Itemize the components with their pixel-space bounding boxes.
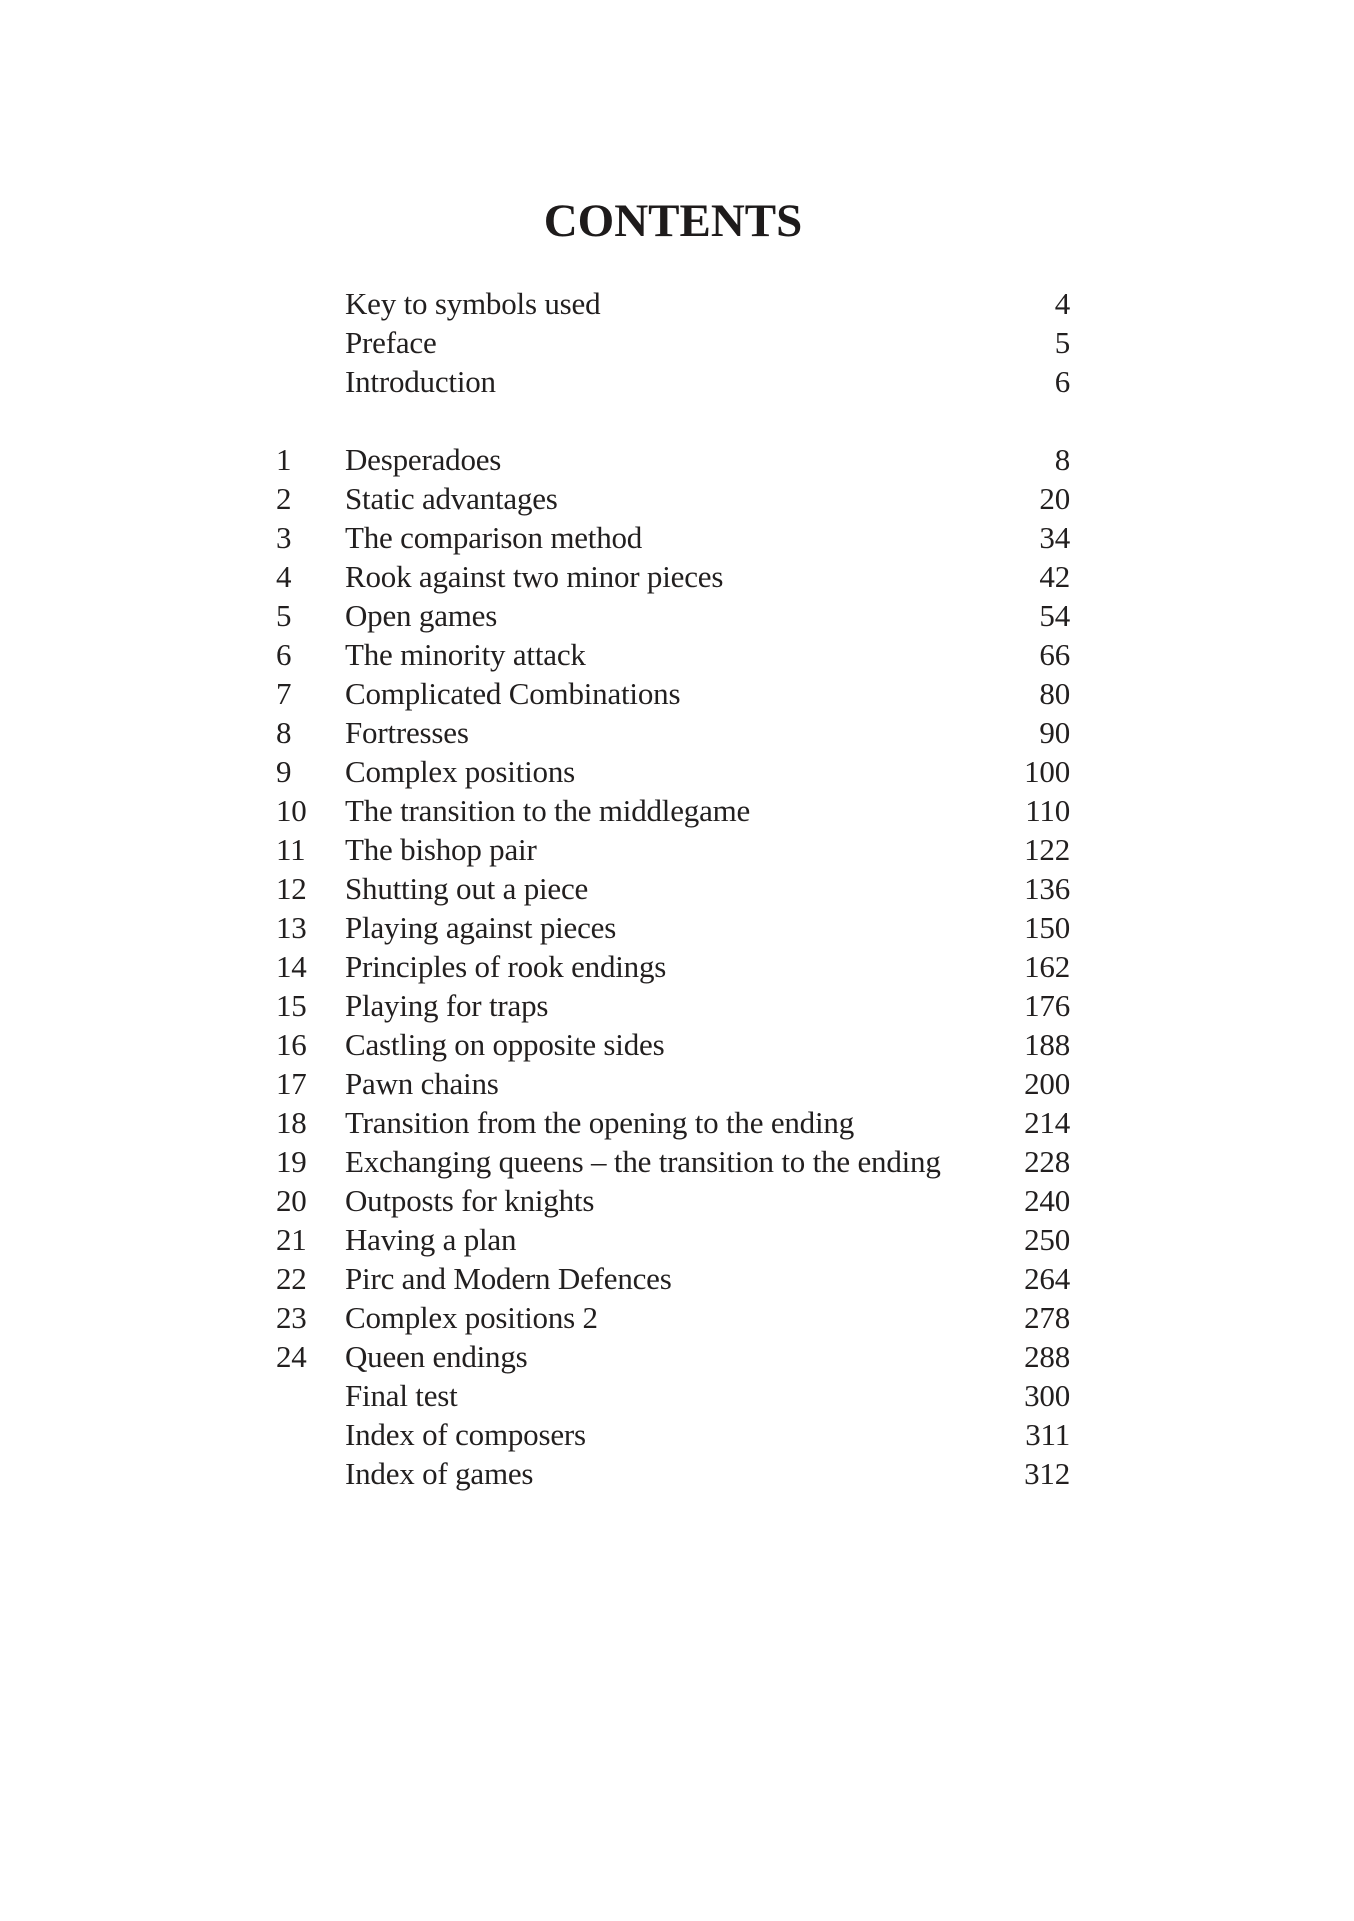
entry-title: Complex positions 2 [345, 1300, 598, 1335]
toc-row [276, 635, 1070, 674]
entry-title: Exchanging queens – the transition to the ending [345, 1144, 941, 1179]
page-number: 264 [1024, 1261, 1070, 1296]
section-gap [276, 401, 1070, 440]
entry-title: Playing for traps [345, 988, 549, 1023]
page-number: 80 [1039, 676, 1070, 711]
chapter-number: 4 [276, 559, 292, 594]
page-number: 34 [1039, 520, 1070, 555]
entry-title: Desperadoes [345, 442, 502, 477]
chapter-number: 24 [276, 1339, 307, 1374]
page-number: 54 [1039, 598, 1070, 633]
page-number: 228 [1024, 1144, 1070, 1179]
toc-row [276, 1181, 1070, 1220]
toc-row [276, 362, 1070, 401]
toc-row [276, 1454, 1070, 1493]
toc-row [276, 596, 1070, 635]
toc-row [276, 1298, 1070, 1337]
page-title: CONTENTS [543, 195, 803, 247]
page-number: 5 [1054, 325, 1070, 360]
page-number: 311 [1025, 1417, 1070, 1452]
toc-row [276, 947, 1070, 986]
chapter-number: 5 [276, 598, 292, 633]
page-number: 188 [1024, 1027, 1070, 1062]
chapter-number: 10 [276, 793, 307, 828]
toc-row [276, 674, 1070, 713]
entry-title: Complicated Combinations [345, 676, 681, 711]
entry-title: Transition from the opening to the ending [345, 1105, 854, 1140]
front-matter-list [276, 284, 1070, 401]
entry-title: Outposts for knights [345, 1183, 595, 1218]
page-number: 312 [1024, 1456, 1070, 1491]
chapter-number: 15 [276, 988, 307, 1023]
page-number: 250 [1024, 1222, 1070, 1257]
chapter-number: 19 [276, 1144, 307, 1179]
entry-title: Key to symbols used [345, 286, 601, 321]
toc-row [276, 1415, 1070, 1454]
chapter-number: 1 [276, 442, 292, 477]
toc-row [276, 791, 1070, 830]
page-number: 122 [1024, 832, 1070, 867]
page-number: 300 [1024, 1378, 1070, 1413]
entry-title: Principles of rook endings [345, 949, 667, 984]
toc-row [276, 830, 1070, 869]
page-number: 214 [1024, 1105, 1070, 1140]
page-number: 240 [1024, 1183, 1070, 1218]
chapter-number: 2 [276, 481, 292, 516]
page-number: 136 [1024, 871, 1070, 906]
toc-row [276, 1025, 1070, 1064]
entry-title: Fortresses [345, 715, 469, 750]
toc-row [276, 284, 1070, 323]
page-number: 66 [1039, 637, 1070, 672]
page-number: 100 [1024, 754, 1070, 789]
toc-row [276, 1103, 1070, 1142]
chapter-number: 16 [276, 1027, 307, 1062]
entry-title: Index of games [345, 1456, 534, 1491]
entry-title: Playing against pieces [345, 910, 617, 945]
toc-row [276, 752, 1070, 791]
toc-row [276, 1259, 1070, 1298]
page-number: 150 [1024, 910, 1070, 945]
toc-row [276, 1142, 1070, 1181]
entry-title: Castling on opposite sides [345, 1027, 665, 1062]
chapter-number: 18 [276, 1105, 307, 1140]
page-number: 42 [1039, 559, 1070, 594]
chapter-number: 13 [276, 910, 307, 945]
entry-title: Pirc and Modern Defences [345, 1261, 672, 1296]
toc-row [276, 908, 1070, 947]
toc-list [276, 284, 1070, 1493]
chapter-number: 8 [276, 715, 292, 750]
page-number: 4 [1054, 286, 1070, 321]
entry-title: Static advantages [345, 481, 558, 516]
entry-title: The comparison method [345, 520, 643, 555]
entry-title: Complex positions [345, 754, 575, 789]
entry-title: Introduction [345, 364, 496, 399]
entry-title: Shutting out a piece [345, 871, 589, 906]
toc-row [276, 1337, 1070, 1376]
chapter-number: 20 [276, 1183, 307, 1218]
page-number: 90 [1039, 715, 1070, 750]
toc-row [276, 1376, 1070, 1415]
entry-title: The transition to the middlegame [345, 793, 751, 828]
chapter-number: 3 [276, 520, 292, 555]
back-matter-list [276, 1376, 1070, 1493]
toc-row [276, 323, 1070, 362]
page-number: 110 [1025, 793, 1070, 828]
toc-row [276, 1064, 1070, 1103]
chapter-number: 7 [276, 676, 292, 711]
toc-row [276, 557, 1070, 596]
entry-title: Index of composers [345, 1417, 586, 1452]
chapter-number: 21 [276, 1222, 307, 1257]
entry-title: Open games [345, 598, 498, 633]
toc-row [276, 518, 1070, 557]
page-number: 8 [1054, 442, 1070, 477]
page-number: 20 [1039, 481, 1070, 516]
page-number: 200 [1024, 1066, 1070, 1101]
toc-row [276, 713, 1070, 752]
page-number: 162 [1024, 949, 1070, 984]
toc-row [276, 986, 1070, 1025]
chapter-number: 22 [276, 1261, 307, 1296]
chapter-number: 17 [276, 1066, 307, 1101]
chapter-number: 23 [276, 1300, 307, 1335]
entry-title: The bishop pair [345, 832, 537, 867]
page-number: 278 [1024, 1300, 1070, 1335]
chapter-list [276, 440, 1070, 1376]
entry-title: Queen endings [345, 1339, 528, 1374]
page-number: 288 [1024, 1339, 1070, 1374]
page-number: 6 [1054, 364, 1070, 399]
toc-row [276, 479, 1070, 518]
chapter-number: 11 [276, 832, 306, 867]
page-number: 176 [1024, 988, 1070, 1023]
chapter-number: 9 [276, 754, 292, 789]
entry-title: Having a plan [345, 1222, 517, 1257]
toc-row [276, 1220, 1070, 1259]
entry-title: Preface [345, 325, 437, 360]
chapter-number: 14 [276, 949, 307, 984]
toc-row [276, 440, 1070, 479]
chapter-number: 12 [276, 871, 307, 906]
entry-title: Rook against two minor pieces [345, 559, 724, 594]
entry-title: Final test [345, 1378, 458, 1413]
chapter-number: 6 [276, 637, 292, 672]
toc-row [276, 869, 1070, 908]
entry-title: Pawn chains [345, 1066, 499, 1101]
entry-title: The minority attack [345, 637, 586, 672]
